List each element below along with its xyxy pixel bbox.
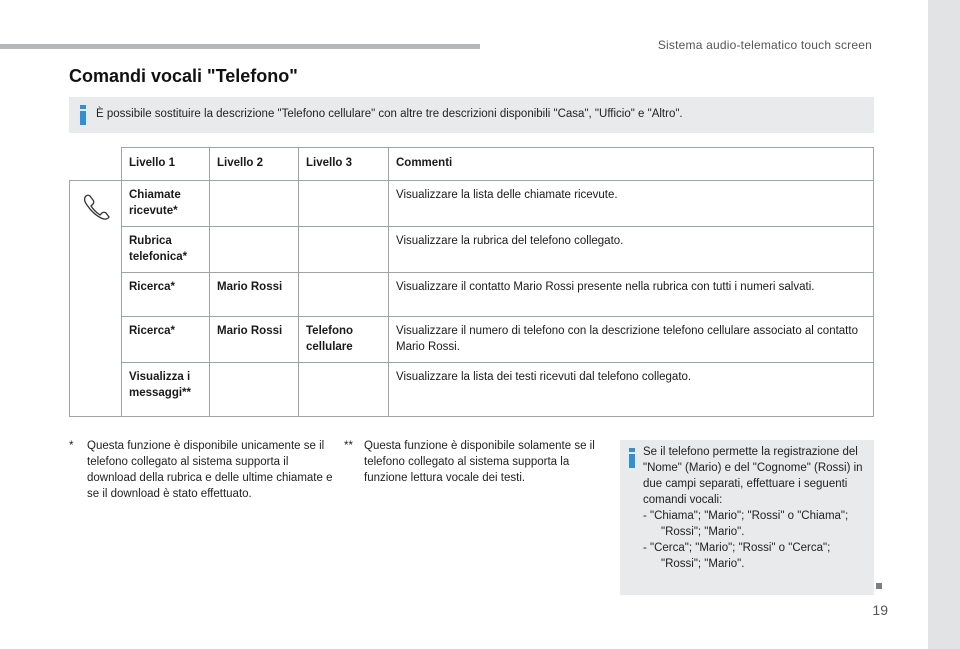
table-row bbox=[70, 363, 874, 417]
voice-commands-table bbox=[69, 147, 874, 417]
phone-icon bbox=[80, 190, 114, 224]
page-edge-strip bbox=[928, 0, 960, 649]
info-icon bbox=[77, 105, 89, 125]
cell-comment: Visualizzare il numero di telefono con la descrizione telefono cellulare associato al contatto Mario Rossi. bbox=[389, 317, 874, 363]
table-row bbox=[70, 317, 874, 363]
cell-level3: Telefono cellulare bbox=[299, 317, 389, 363]
cell-comment: Visualizzare il contatto Mario Rossi presente nella rubrica con tutti i numeri salvati. bbox=[389, 273, 874, 317]
info-note-text: È possibile sostituire la descrizione "Telefono cellulare" con altre tre descrizioni disponibili "Casa", "Ufficio" e "Altro". bbox=[96, 108, 683, 120]
info-icon bbox=[626, 448, 638, 468]
col-header-comments: Commenti bbox=[389, 148, 874, 181]
info-note-side bbox=[620, 440, 874, 595]
list-item: - "Cerca"; "Mario"; "Rossi" o "Cerca"; "Rossi"; "Mario". bbox=[643, 542, 831, 570]
phone-icon-cell bbox=[70, 181, 122, 417]
cell-comment: Visualizzare la lista delle chiamate ricevute. bbox=[389, 181, 874, 227]
cell-level3 bbox=[299, 227, 389, 273]
header-rule bbox=[0, 44, 480, 49]
col-header-level3: Livello 3 bbox=[299, 148, 389, 181]
info-note-top bbox=[69, 97, 874, 133]
cell-level1: Ricerca* bbox=[122, 317, 210, 363]
col-header-level2: Livello 2 bbox=[210, 148, 299, 181]
footnote-mark: ** bbox=[344, 440, 353, 452]
footnote-text: Questa funzione è disponibile solamente se il telefono collegato al sistema supporta la funzione lettura vocale dei testi. bbox=[364, 440, 595, 484]
cell-level3 bbox=[299, 181, 389, 227]
cell-level3 bbox=[299, 363, 389, 417]
table-row bbox=[70, 181, 874, 227]
page-number: 19 bbox=[872, 602, 888, 618]
cell-level2 bbox=[210, 363, 299, 417]
cell-level2 bbox=[210, 227, 299, 273]
info-note-intro: Se il telefono permette la registrazione del "Nome" (Mario) e del "Cognome" (Rossi) in due campi separati, effettuare i seguenti comandi vocali: bbox=[643, 446, 863, 506]
table-row bbox=[70, 227, 874, 273]
info-note-text bbox=[643, 444, 868, 572]
footnote-mark: * bbox=[69, 440, 74, 452]
section-title: Comandi vocali "Telefono" bbox=[69, 66, 298, 86]
cell-level2 bbox=[210, 181, 299, 227]
header-empty-cell bbox=[70, 148, 122, 181]
cell-level3 bbox=[299, 273, 389, 317]
cell-comment: Visualizzare la rubrica del telefono collegato. bbox=[389, 227, 874, 273]
list-item: - "Chiama"; "Mario"; "Rossi" o "Chiama"; "Rossi"; "Mario". bbox=[643, 510, 849, 538]
footnote-text: Questa funzione è disponibile unicamente se il telefono collegato al sistema supporta il download della rubrica e delle ultime chiamate e se il download è stato effettuato. bbox=[87, 440, 333, 500]
header-title: Sistema audio-telematico touch screen bbox=[657, 38, 872, 52]
cell-level1: Visualizza i messaggi** bbox=[122, 363, 210, 417]
col-header-level1: Livello 1 bbox=[122, 148, 210, 181]
cell-comment: Visualizzare la lista dei testi ricevuti dal telefono collegato. bbox=[389, 363, 874, 417]
table-row bbox=[70, 273, 874, 317]
cell-level1: Rubrica telefonica* bbox=[122, 227, 210, 273]
page-marker bbox=[876, 583, 882, 589]
table-header-row bbox=[70, 148, 874, 181]
cell-level1: Ricerca* bbox=[122, 273, 210, 317]
cell-level2: Mario Rossi bbox=[210, 317, 299, 363]
cell-level2: Mario Rossi bbox=[210, 273, 299, 317]
cell-level1: Chiamate ricevute* bbox=[122, 181, 210, 227]
